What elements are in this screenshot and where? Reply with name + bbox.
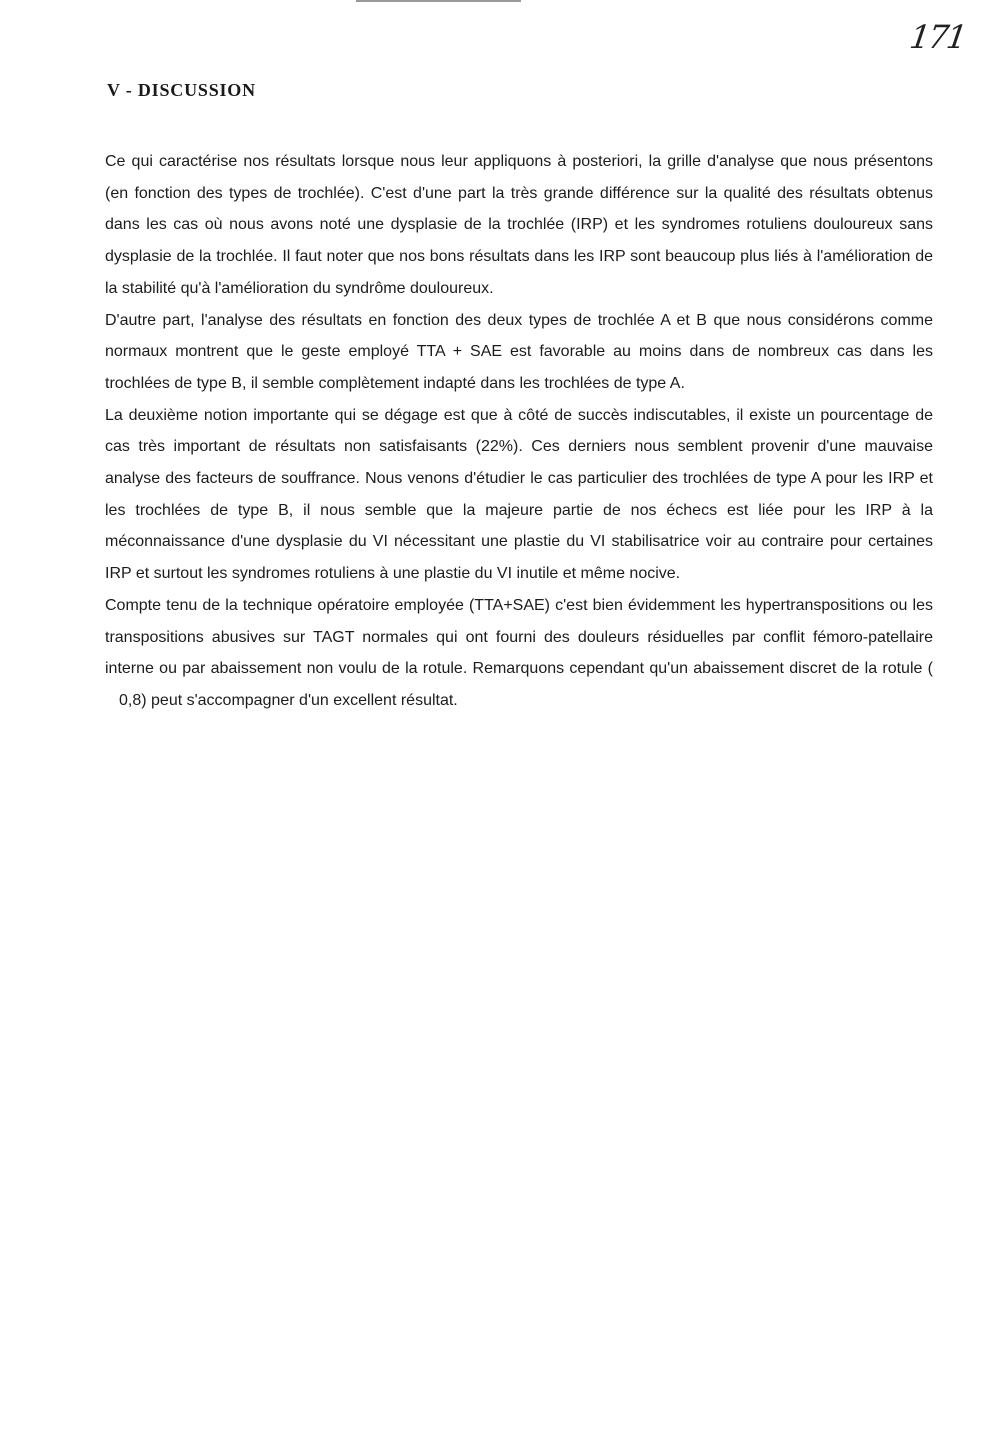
paragraph-4 <box>105 590 933 717</box>
page-number: 171 <box>907 18 968 56</box>
paragraph-1: Ce qui caractérise nos résultats lorsque nous leur appliquons à posteriori, la grille d'analyse que nous présentons (en fonction des types de trochlée). C'est d'une part la très grande différence sur la qualité des résultats obtenus dans les cas où nous avons noté une dysplasie de la trochlée (IRP) et les syndromes rotuliens douloureux sans dysplasie de la trochlée. Il faut noter que nos bons résultats dans les IRP sont beaucoup plus liés à l'amélioration de la stabilité qu'à l'amélioration du syndrôme douloureux. <box>105 153 933 297</box>
top-edge-rule <box>356 0 521 2</box>
paragraph-4-start: Compte tenu de la technique opératoire employée (TTA+SAE) c'est bien évidemment les hypertranspositions ou les transpositions abusives sur TAGT normales qui ont fourni des douleurs résiduelles par conflit fémoro-patellaire interne ou par abaissement non voulu de la rotule. Remarquons cependant qu'un abaissement discret de la rotule ( <box>105 596 933 678</box>
paragraph-4-end: 0,8) peut s'accompagner d'un excellent résultat. <box>119 691 458 709</box>
discussion-body <box>105 146 933 717</box>
paragraph-2: D'autre part, l'analyse des résultats en fonction des deux types de trochlée A et B que nous considérons comme normaux montrent que le geste employé TTA + SAE est favorable au moins dans de nombreux cas dans les trochlées de type B, il semble complètement indapté dans les trochlées de type A. <box>105 311 933 392</box>
section-heading: V - DISCUSSION <box>107 80 256 100</box>
paragraph-3: La deuxième notion importante qui se dégage est que à côté de succès indiscutables, il existe un pourcentage de cas très important de résultats non satisfaisants (22%). Ces derniers nous semblent provenir d'une mauvaise analyse des facteurs de souffrance. Nous venons d'étudier le cas particulier des trochlées de type A pour les IRP et les trochlées de type B, il nous semble que la majeure partie de nos échecs est liée pour les IRP à la méconnaissance d'une dysplasie du VI nécessitant une plastie du VI stabilisatrice voir au contraire pour certaines IRP et surtout les syndromes rotuliens à une plastie du VI inutile et même nocive. <box>105 406 933 583</box>
